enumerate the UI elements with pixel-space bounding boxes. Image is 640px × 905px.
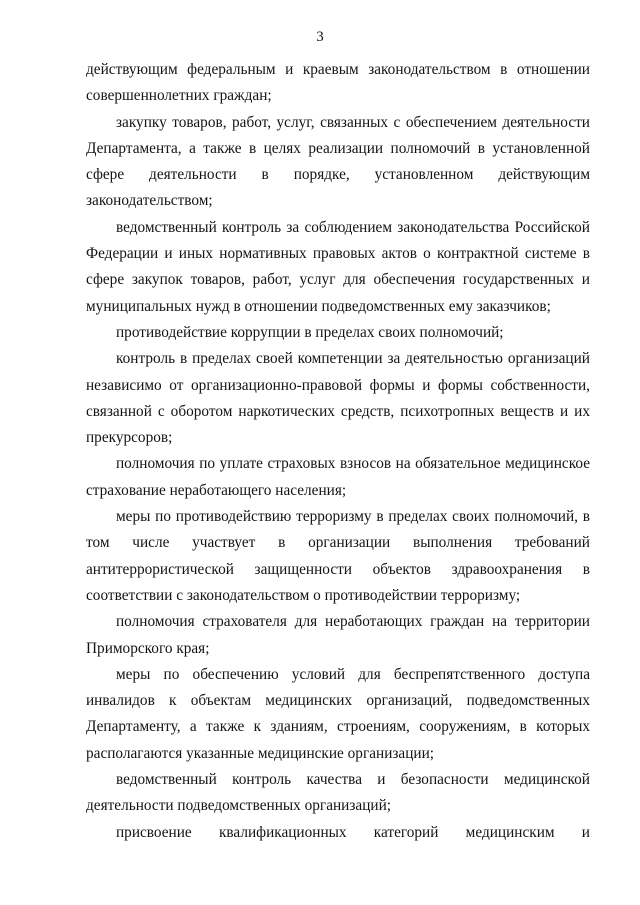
paragraph-7: меры по противодействию терроризму в пределах своих полномочий, в том числе участвует в организации выполнения требований антитеррористической защищенности объектов здравоохранения в соответствии с законодательством о противодействии терроризму; (86, 508, 590, 604)
paragraph-2: закупку товаров, работ, услуг, связанных с обеспечением деятельности Департамента, а также в целях реализации полномочий в установленной сфере деятельности в порядке, установленном действующим законодательством; (86, 113, 590, 210)
paragraph-6: полномочия по уплате страховых взносов на обязательное медицинское страхование неработающего населения; (86, 455, 590, 499)
paragraph-11: присвоение квалификационных категорий медицинским и (116, 823, 590, 841)
paragraph-10: ведомственный контроль качества и безопасности медицинской деятельности подведомственных организаций; (86, 771, 590, 815)
paragraph-3: ведомственный контроль за соблюдением законодательства Российской Федерации и иных нормативных правовых актов о контрактной системе в сфере закупок товаров, работ, услуг для обеспечения государственных и муниципальных нужд в отношении подведомственных ему заказчиков; (86, 218, 590, 315)
paragraph-4: противодействие коррупции в пределах своих полномочий; (116, 323, 504, 341)
document-body (86, 57, 590, 846)
paragraph-5: контроль в пределах своей компетенции за деятельностью организаций независимо от организационно-правовой формы и формы собственности, связанной с оборотом наркотических средств, психотропных веществ и их прекурсоров; (86, 350, 590, 447)
page-number: 3 (316, 29, 324, 45)
paragraph-9: меры по обеспечению условий для беспрепятственного доступа инвалидов к объектам медицинских организаций, подведомственных Департаменту, а также к зданиям, строениям, сооружениям, в которых располагаются указанные медицинские организации; (86, 665, 590, 762)
paragraph-1: действующим федеральным и краевым законодательством в отношении совершеннолетних граждан; (86, 61, 590, 105)
paragraph-8: полномочия страхователя для неработающих граждан на территории Приморского края; (86, 613, 590, 657)
